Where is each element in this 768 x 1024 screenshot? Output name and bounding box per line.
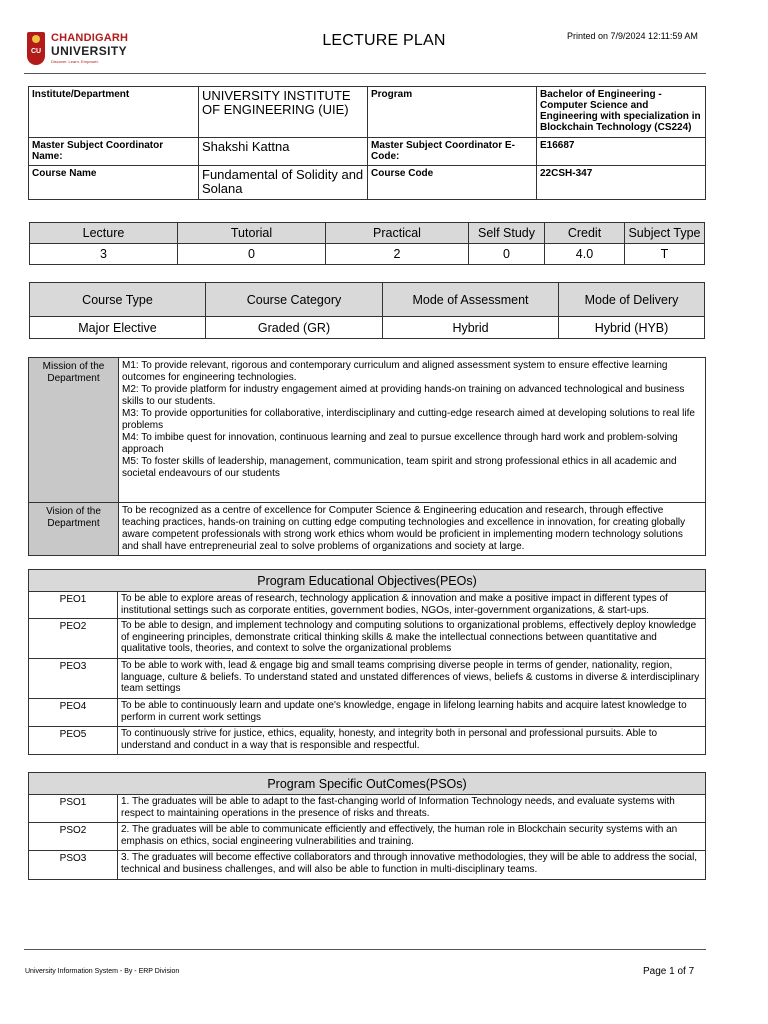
table-row bbox=[29, 619, 706, 659]
course-name-label: Course Name bbox=[29, 166, 199, 200]
table-row bbox=[29, 659, 706, 699]
pso-code: PSO2 bbox=[29, 823, 118, 851]
hours-table bbox=[29, 222, 705, 265]
mission-label: Mission of the Department bbox=[29, 358, 119, 503]
header-credit: Credit bbox=[545, 223, 625, 244]
vision-label: Vision of the Department bbox=[29, 503, 119, 556]
vision-text: To be recognized as a centre of excellence for Computer Science & Engineering education and research, through effective teaching practices, hands-on training on cutting edge computing technologies and excellence in innovation, for creating globally aware competent professionals with strong work ethics whom would be proficient in implementing modern technology solutions and shall have entrepreneurial zeal to solve problems of organizations and society at large. bbox=[119, 503, 706, 556]
peo-description: To be able to design, and implement technology and computing solutions to organizational problems, effectively deploy knowledge of engineering principles, demonstrate critical thinking skills & make the intellectual connections between quantitative and qualitative tools, theories, and context to solve the organizational problems bbox=[118, 619, 706, 659]
header-tutorial: Tutorial bbox=[178, 223, 326, 244]
header-mode-of-delivery: Mode of Delivery bbox=[559, 283, 705, 317]
header-practical: Practical bbox=[326, 223, 469, 244]
pso-description: 2. The graduates will be able to communicate efficiently and effectively, the human role in Blockchain security systems with an emphasis on ethics, social engineering vulnerabilities and training. bbox=[118, 823, 706, 851]
pso-description: 1. The graduates will be able to adapt to the fast-changing world of Information Technology needs, and evaluate systems with respect to maintaining operations in the presence of risks and threats. bbox=[118, 795, 706, 823]
footer-system-label: University Information System - By - ERP Division bbox=[25, 968, 180, 975]
mission-item: M1: To provide relevant, rigorous and contemporary curriculum and aligned assessment system to ensure effective learning outcomes for engineering technologies. bbox=[122, 360, 668, 383]
ecode-label: Master Subject Coordinator E-Code: bbox=[368, 138, 537, 166]
peo-code: PEO4 bbox=[29, 699, 118, 727]
program-label: Program bbox=[368, 87, 537, 138]
tutorial-value: 0 bbox=[178, 244, 326, 265]
table-header-row bbox=[30, 283, 705, 317]
peo-code: PEO2 bbox=[29, 619, 118, 659]
pso-code: PSO1 bbox=[29, 795, 118, 823]
peo-description: To be able to work with, lead & engage big and small teams comprising diverse people in terms of gender, nationality, region, language, culture & beliefs. To understand stated and unstated differences of views, beliefs & customs in diverse & interdisciplinary team settings bbox=[118, 659, 706, 699]
table-row bbox=[30, 244, 705, 265]
table-row bbox=[29, 699, 706, 727]
table-header-row bbox=[29, 570, 706, 592]
pso-table bbox=[28, 772, 706, 880]
peo-description: To continuously strive for justice, ethics, equality, honesty, and integrity both in personal and professional pursuits. Able to understand and conduct in a way that is responsible and respectful. bbox=[118, 727, 706, 755]
mission-text bbox=[119, 358, 706, 503]
self-study-value: 0 bbox=[469, 244, 545, 265]
pso-title: Program Specific OutComes(PSOs) bbox=[29, 773, 706, 795]
table-header-row bbox=[30, 223, 705, 244]
mission-item: M3: To provide opportunities for collaborative, interdisciplinary and cutting-edge research aimed at developing solutions to real life problems bbox=[122, 408, 695, 431]
table-row bbox=[29, 166, 706, 200]
header-course-type: Course Type bbox=[30, 283, 206, 317]
table-row bbox=[29, 358, 706, 503]
peo-code: PEO5 bbox=[29, 727, 118, 755]
table-header-row bbox=[29, 773, 706, 795]
course-code-label: Course Code bbox=[368, 166, 537, 200]
coordinator-label: Master Subject Coordinator Name: bbox=[29, 138, 199, 166]
header-self-study: Self Study bbox=[469, 223, 545, 244]
practical-value: 2 bbox=[326, 244, 469, 265]
mission-item: M4: To imbibe quest for innovation, continuous learning and zeal to pursue excellence through hard work and problem-solving approach bbox=[122, 432, 678, 455]
course-name-value: Fundamental of Solidity and Solana bbox=[199, 166, 368, 200]
table-row bbox=[29, 503, 706, 556]
program-value: Bachelor of Engineering - Computer Science and Engineering with specialization in Blockchain Technology (CS224) bbox=[537, 87, 706, 138]
mission-item: M2: To provide platform for industry engagement aimed at providing hands-on training on advanced technological and business skills to our students. bbox=[122, 384, 685, 407]
header-lecture: Lecture bbox=[30, 223, 178, 244]
mode-of-delivery-value: Hybrid (HYB) bbox=[559, 317, 705, 339]
header-mode-of-assessment: Mode of Assessment bbox=[383, 283, 559, 317]
pso-description: 3. The graduates will become effective collaborators and through innovative methodologies, they will be able to address the social, technical and business challenges, and will also be able to function in multi-disciplinary teams. bbox=[118, 851, 706, 880]
table-row bbox=[29, 87, 706, 138]
logo-shield-text: CU bbox=[30, 48, 42, 55]
peo-code: PEO3 bbox=[29, 659, 118, 699]
header-course-category: Course Category bbox=[206, 283, 383, 317]
page-title: LECTURE PLAN bbox=[322, 32, 446, 49]
course-type-table bbox=[29, 282, 705, 339]
table-row bbox=[29, 727, 706, 755]
table-row bbox=[29, 851, 706, 880]
logo-line-1: CHANDIGARH bbox=[51, 32, 129, 44]
peo-description: To be able to continuously learn and update one's knowledge, engage in lifelong learning habits and acquire latest knowledge to perform in current work settings bbox=[118, 699, 706, 727]
course-info-table bbox=[28, 86, 706, 200]
mission-item: M5: To foster skills of leadership, management, communication, team spirit and strong professional ethics in all academic and societal endeavours of our students bbox=[122, 456, 677, 479]
table-row bbox=[29, 138, 706, 166]
table-row bbox=[30, 317, 705, 339]
peo-code: PEO1 bbox=[29, 592, 118, 619]
course-category-value: Graded (GR) bbox=[206, 317, 383, 339]
peo-table bbox=[28, 569, 706, 755]
ecode-value: E16687 bbox=[537, 138, 706, 166]
table-row bbox=[29, 823, 706, 851]
logo-tagline: Discover. Learn. Empower. bbox=[51, 59, 99, 64]
institute-value: UNIVERSITY INSTITUTE OF ENGINEERING (UIE) bbox=[199, 87, 368, 138]
peo-title: Program Educational Objectives(PEOs) bbox=[29, 570, 706, 592]
printed-timestamp: Printed on 7/9/2024 12:11:59 AM bbox=[567, 31, 698, 41]
header-divider bbox=[24, 73, 706, 74]
mission-vision-table bbox=[28, 357, 706, 556]
page-number: Page 1 of 7 bbox=[643, 966, 695, 977]
table-row bbox=[29, 592, 706, 619]
credit-value: 4.0 bbox=[545, 244, 625, 265]
header-subject-type: Subject Type bbox=[625, 223, 705, 244]
footer-divider bbox=[24, 949, 706, 950]
institute-label: Institute/Department bbox=[29, 87, 199, 138]
coordinator-value: Shakshi Kattna bbox=[199, 138, 368, 166]
logo-line-2: UNIVERSITY bbox=[51, 44, 128, 58]
pso-code: PSO3 bbox=[29, 851, 118, 880]
peo-description: To be able to explore areas of research, technology application & innovation and make a positive impact in different types of institutional settings such as corporate entities, government bodies, NGOs, inter-government organizations, & start-ups. bbox=[118, 592, 706, 619]
table-row bbox=[29, 795, 706, 823]
course-type-value: Major Elective bbox=[30, 317, 206, 339]
lecture-value: 3 bbox=[30, 244, 178, 265]
mode-of-assessment-value: Hybrid bbox=[383, 317, 559, 339]
course-code-value: 22CSH-347 bbox=[537, 166, 706, 200]
subject-type-value: T bbox=[625, 244, 705, 265]
